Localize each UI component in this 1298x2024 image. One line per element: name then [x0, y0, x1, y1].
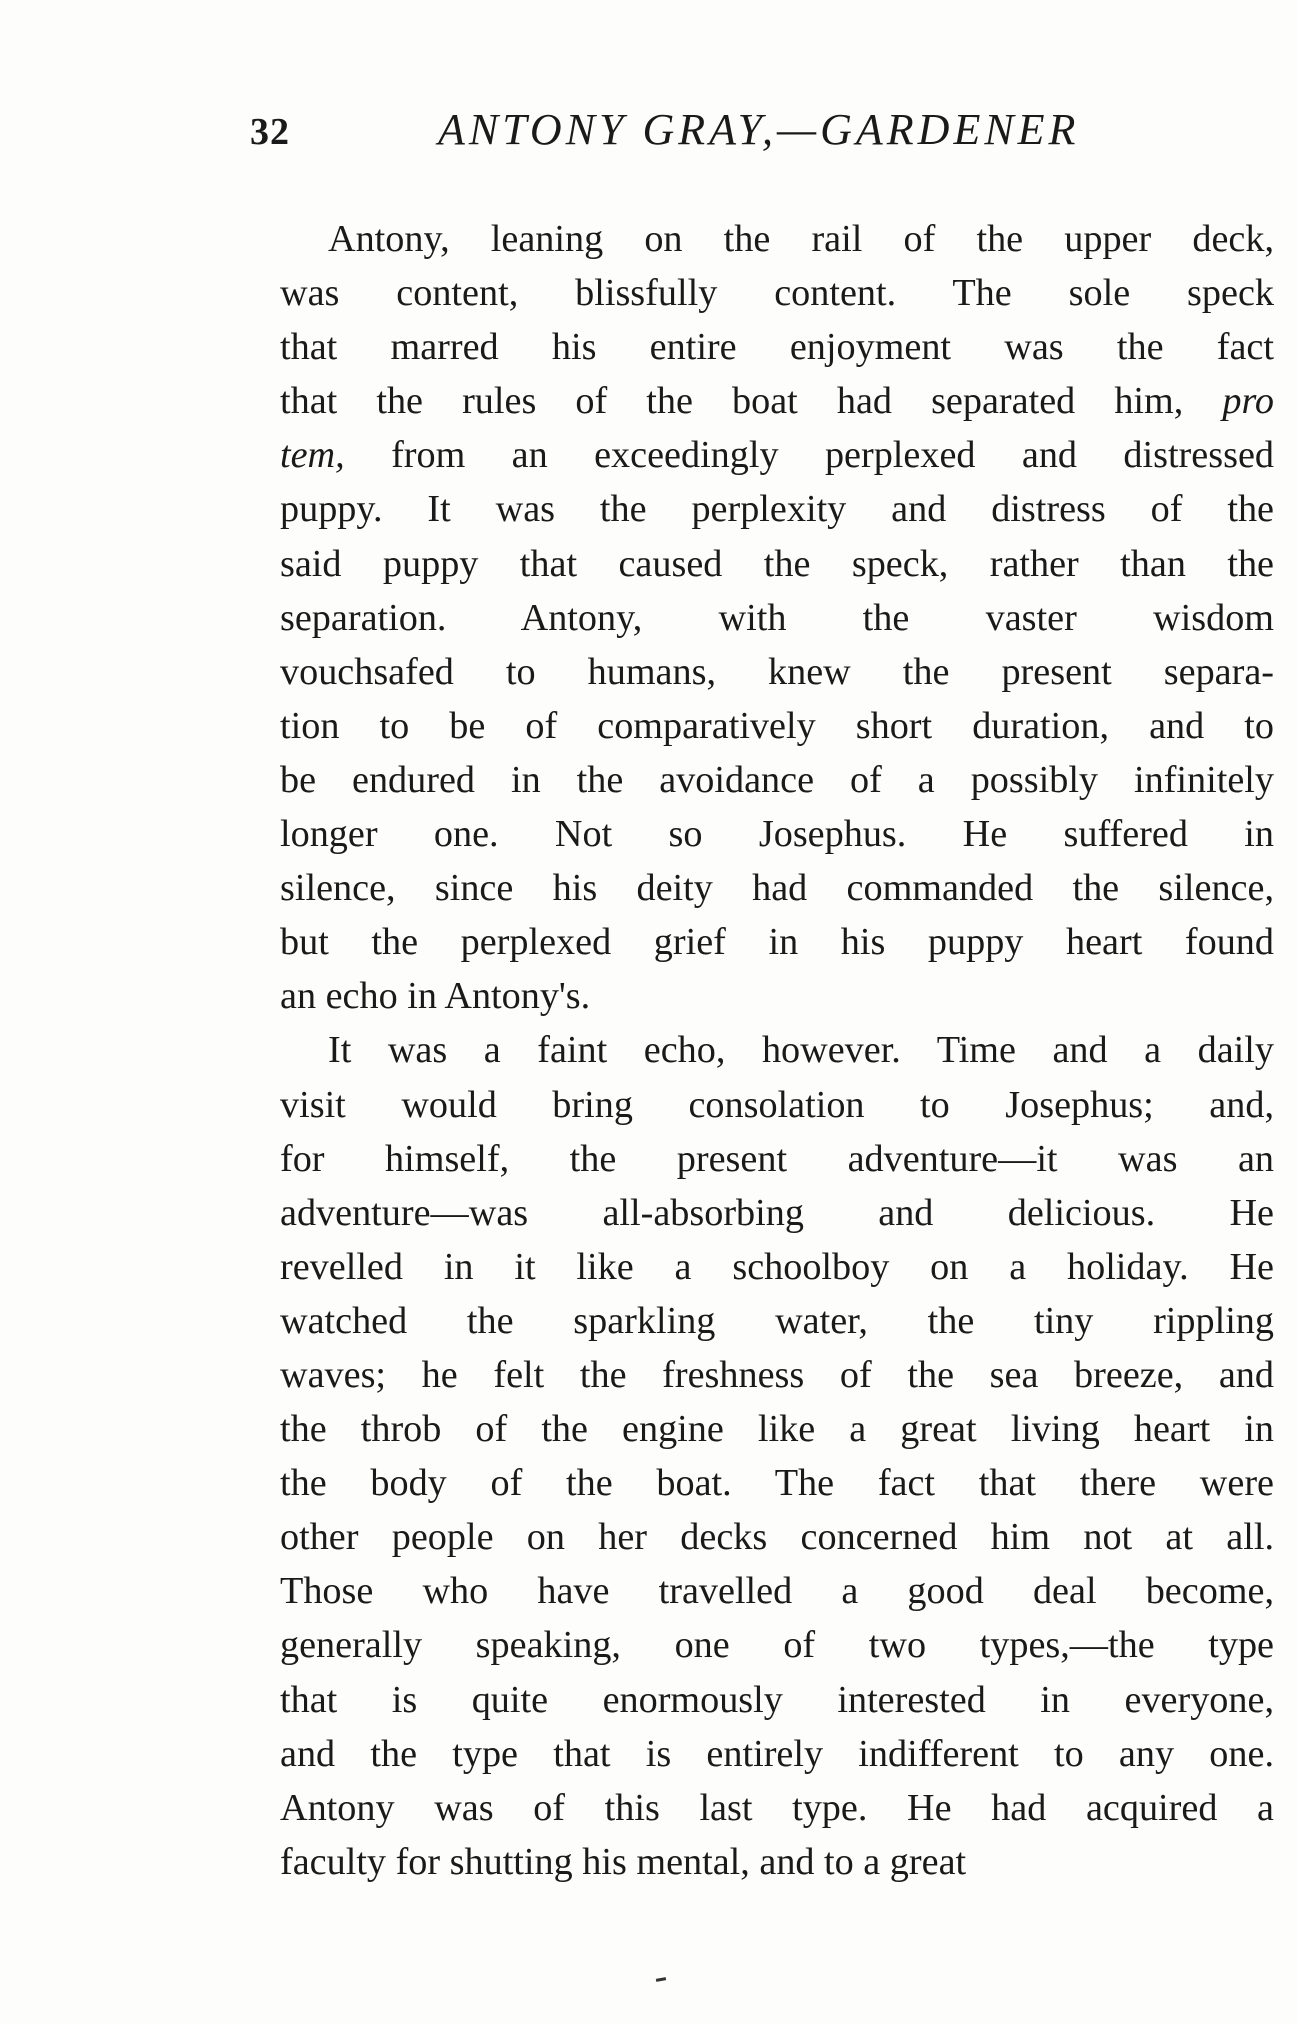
- text-line: [280, 1023, 1274, 1077]
- text-line: [280, 1456, 1274, 1510]
- text-line: [280, 212, 1274, 266]
- line-text: an echo in Antony's.: [280, 975, 591, 1018]
- text-line: [280, 374, 1274, 428]
- text-line: [280, 1186, 1274, 1240]
- line-text: said puppy that caused the speck, rather than the: [280, 542, 1274, 585]
- text-line: [280, 1078, 1274, 1132]
- text-line: [280, 645, 1274, 699]
- line-text: and the type that is entirely indifferent to any one.: [280, 1732, 1274, 1775]
- line-text: the body of the boat. The fact that there were: [280, 1462, 1274, 1505]
- text-line: [280, 1781, 1274, 1835]
- line-text: was content, blissfully content. The sole speck: [280, 272, 1274, 315]
- paragraph: [280, 1023, 1274, 1889]
- page-number: 32: [250, 111, 290, 153]
- italic-text: pro: [1222, 380, 1274, 423]
- line-text: adventure—was all-absorbing and delicious. He: [280, 1191, 1274, 1234]
- text-line: [280, 428, 1274, 482]
- line-text: vouchsafed to humans, knew the present separa-: [280, 650, 1274, 693]
- text-line: [280, 807, 1274, 861]
- text-line: [280, 1510, 1274, 1564]
- line-text: Antony was of this last type. He had acquired a: [280, 1786, 1274, 1829]
- line-text: that is quite enormously interested in everyone,: [280, 1678, 1274, 1721]
- line-text: that the rules of the boat had separated him,: [280, 380, 1184, 423]
- text-line: [280, 1240, 1274, 1294]
- text-line: [280, 969, 1274, 1023]
- text-line: [280, 1618, 1274, 1672]
- text-line: [280, 753, 1274, 807]
- line-text: watched the sparkling water, the tiny rippling: [280, 1299, 1274, 1342]
- printer-mark: [656, 1977, 666, 1982]
- line-text: that marred his entire enjoyment was the fact: [280, 326, 1274, 369]
- body-text: [280, 212, 1274, 1889]
- paragraph: [280, 212, 1274, 1023]
- line-text: tion to be of comparatively short duration, and to: [280, 704, 1274, 747]
- text-line: [280, 266, 1274, 320]
- line-text: faculty for shutting his mental, and to a great: [280, 1840, 967, 1883]
- text-line: [280, 1835, 1274, 1889]
- line-text: silence, since his deity had commanded the silence,: [280, 867, 1274, 910]
- line-text: visit would bring consolation to Josephus; and,: [280, 1083, 1274, 1126]
- text-line: [280, 1402, 1274, 1456]
- text-line: [280, 482, 1274, 536]
- text-line: [280, 1673, 1274, 1727]
- text-line: [280, 915, 1274, 969]
- line-text: separation. Antony, with the vaster wisdom: [280, 596, 1274, 639]
- line-text: the throb of the engine like a great living heart in: [280, 1408, 1274, 1451]
- line-text: generally speaking, one of two types,—the type: [280, 1624, 1274, 1667]
- line-text: longer one. Not so Josephus. He suffered in: [280, 813, 1274, 856]
- line-text: revelled in it like a schoolboy on a holiday. He: [280, 1245, 1274, 1288]
- line-text: other people on her decks concerned him not at all.: [280, 1516, 1274, 1559]
- line-text: It was a faint echo, however. Time and a daily: [328, 1029, 1274, 1072]
- text-line: [280, 1132, 1274, 1186]
- line-text: Antony, leaning on the rail of the upper deck,: [328, 218, 1274, 260]
- text-line: [280, 591, 1274, 645]
- italic-text: tem,: [280, 434, 345, 477]
- line-text: for himself, the present adventure—it was an: [280, 1137, 1274, 1180]
- line-text: waves; he felt the freshness of the sea breeze, and: [280, 1353, 1274, 1396]
- text-line: [280, 699, 1274, 753]
- text-line: [280, 1727, 1274, 1781]
- text-line: [280, 1294, 1274, 1348]
- line-text: Those who have travelled a good deal become,: [280, 1570, 1274, 1613]
- text-line: [280, 1348, 1274, 1402]
- text-line: [280, 537, 1274, 591]
- text-line: [280, 1564, 1274, 1618]
- line-text: be endured in the avoidance of a possibly infinitely: [280, 758, 1274, 801]
- running-title: ANTONY GRAY,—GARDENER: [438, 105, 1080, 154]
- text-line: [280, 320, 1274, 374]
- line-text: but the perplexed grief in his puppy heart found: [280, 921, 1274, 964]
- line-text: from an exceedingly perplexed and distressed: [391, 434, 1274, 477]
- line-text: puppy. It was the perplexity and distress of the: [280, 488, 1274, 531]
- page-header: [250, 105, 1280, 170]
- text-line: [280, 861, 1274, 915]
